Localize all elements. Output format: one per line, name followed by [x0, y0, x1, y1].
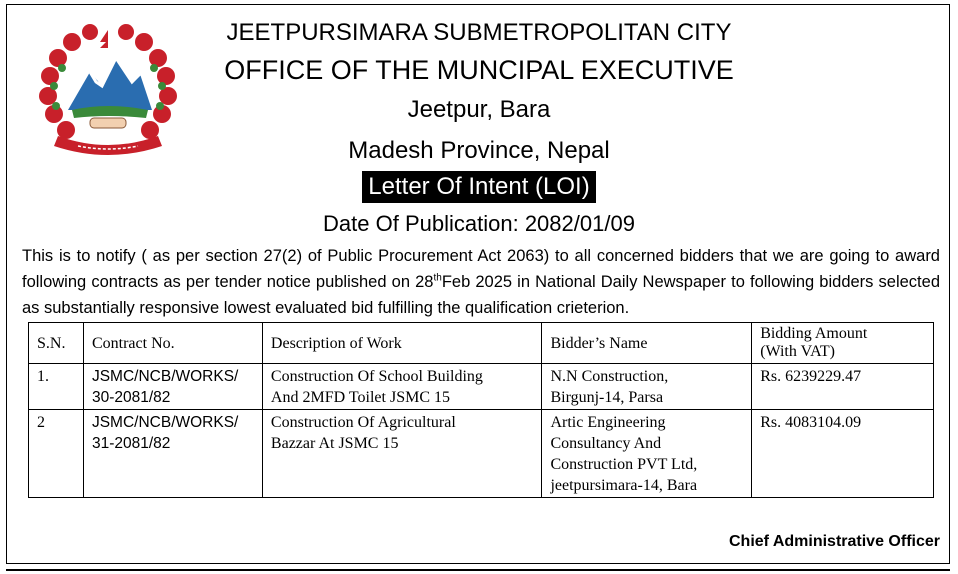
document-title: Letter Of Intent (LOI)	[362, 171, 595, 203]
cell-description: Construction Of Agricultural Bazzar At JSMC 15	[262, 410, 542, 498]
signature-title: Chief Administrative Officer	[728, 533, 940, 550]
cell-description: Construction Of School Building And 2MFD Toilet JSMC 15	[262, 364, 542, 410]
header-sn: S.N.	[29, 323, 84, 364]
header-amount: Bidding Amount (With VAT)	[752, 323, 934, 364]
cell-amount: Rs. 6239229.47	[752, 364, 934, 410]
publication-date: Date Of Publication: 2082/01/09	[323, 211, 635, 236]
header-bidder: Bidder’s Name	[542, 323, 752, 364]
contracts-table	[28, 322, 934, 498]
office-name: OFFICE OF THE MUNCIPAL EXECUTIVE	[224, 55, 734, 85]
table-row	[29, 410, 934, 498]
header-description: Description of Work	[262, 323, 542, 364]
bottom-rule	[6, 569, 950, 571]
municipality-name: JEETPURSIMARA SUBMETROPOLITAN CITY	[226, 19, 732, 46]
cell-bidder: N.N Construction, Birgunj-14, Parsa	[542, 364, 752, 410]
cell-sn: 2	[29, 410, 84, 498]
city-address: Jeetpur, Bara	[407, 96, 551, 123]
document-title-wrap	[0, 171, 958, 203]
province-address: Madesh Province, Nepal	[348, 137, 610, 164]
cell-sn: 1.	[29, 364, 84, 410]
table-row	[29, 364, 934, 410]
cell-contract-no: JSMC/NCB/WORKS/ 30-2081/82	[83, 364, 262, 410]
header-contract-no: Contract No.	[83, 323, 262, 364]
cell-bidder: Artic Engineering Consultancy And Construction PVT Ltd, jeetpursimara-14, Bara	[542, 410, 752, 498]
table-header-row	[29, 323, 934, 364]
cell-contract-no: JSMC/NCB/WORKS/ 31-2081/82	[83, 410, 262, 498]
notice-paragraph: This is to notify ( as per section 27(2) of Public Procurement Act 2063) to all concerned bidders that we are going to award following contracts as per tender notice published on 28thFeb 2025 in National Daily Newspaper to following bidders selected as substantially responsive lowest evaluated bid fulfilling the qualification crieterion.	[22, 247, 940, 317]
cell-amount: Rs. 4083104.09	[752, 410, 934, 498]
